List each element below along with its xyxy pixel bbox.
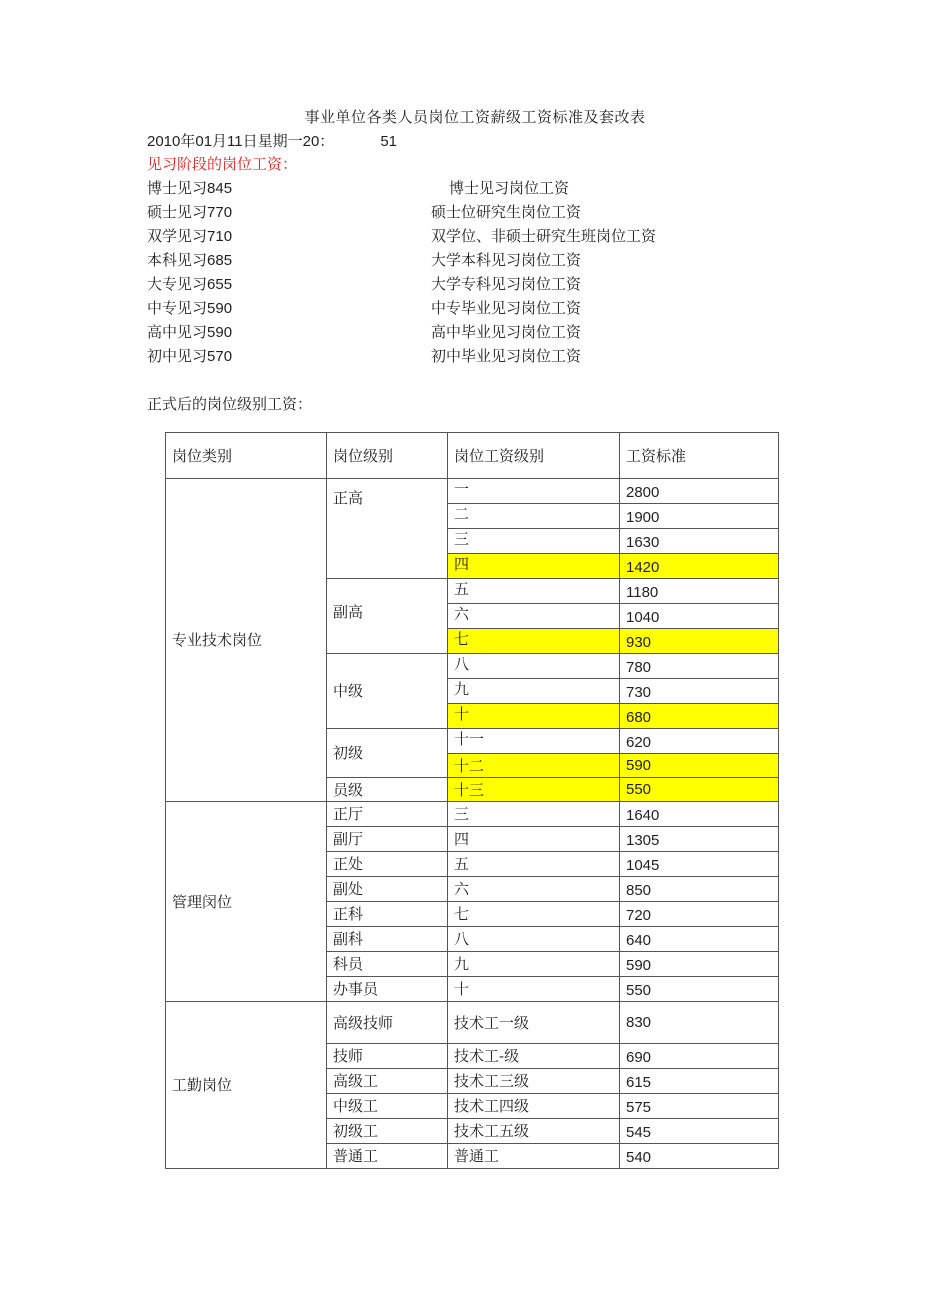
grade-cell: 三 (448, 529, 620, 554)
intern-label (147, 249, 232, 270)
intern-title: 博士见习 (147, 179, 208, 197)
intern-row (147, 201, 847, 225)
level-cell: 员级 (327, 778, 448, 802)
level-cell: 正科 (327, 902, 448, 927)
grade-cell: 技术工-级 (448, 1044, 620, 1069)
intern-amount: 590 (207, 300, 233, 317)
level-cell: 办事员 (327, 977, 448, 1002)
grade-cell: 八 (448, 654, 620, 679)
intern-title: 初中见习 (147, 347, 208, 365)
intern-row (147, 225, 847, 249)
intern-title: 双学见习 (147, 227, 208, 245)
pay-cell: 720 (620, 902, 779, 927)
table-header-row (166, 433, 779, 479)
intern-label (147, 297, 232, 318)
grade-cell: 五 (448, 852, 620, 877)
grade-cell: 九 (448, 952, 620, 977)
header-cell: 工资标准 (620, 433, 779, 479)
intern-label (147, 273, 232, 294)
pay-cell: 575 (620, 1094, 779, 1119)
pay-cell: 830 (620, 1002, 779, 1044)
grade-cell: 十 (448, 704, 620, 729)
intern-amount: 710 (207, 228, 233, 245)
pay-cell: 1900 (620, 504, 779, 529)
grade-cell: 十二 (448, 754, 620, 778)
intern-title: 本科见习 (147, 251, 208, 269)
grade-cell: 五 (448, 579, 620, 604)
pay-cell: 1420 (620, 554, 779, 579)
intern-label (147, 345, 232, 366)
pay-cell: 680 (620, 704, 779, 729)
intern-row (147, 177, 847, 201)
grade-cell: 十三 (448, 778, 620, 802)
grade-cell: 七 (448, 902, 620, 927)
pay-cell: 690 (620, 1044, 779, 1069)
intern-label (147, 201, 232, 222)
grade-cell: 十 (448, 977, 620, 1002)
grade-cell: 十一 (448, 729, 620, 754)
pay-cell: 590 (620, 754, 779, 778)
level-cell: 正高 (327, 479, 448, 579)
document-title: 事业单位各类人员岗位工资薪级工资标准及套改表 (304, 108, 646, 126)
intern-amount: 685 (207, 252, 233, 269)
intern-amount: 845 (207, 180, 233, 197)
intern-row (147, 273, 847, 297)
category-cell: 工勤岗位 (166, 1002, 327, 1169)
intern-heading: 见习阶段的岗位工资： (147, 155, 298, 173)
level-cell: 高级工 (327, 1069, 448, 1094)
intern-title: 高中见习 (147, 323, 208, 341)
date-line (147, 130, 397, 151)
level-cell: 科员 (327, 952, 448, 977)
date-seconds: 51 (380, 133, 397, 150)
intern-description: 大学专科见习岗位工资 (431, 275, 582, 293)
intern-label (147, 321, 232, 342)
intern-row (147, 321, 847, 345)
header-cell: 岗位工资级别 (448, 433, 620, 479)
intern-description: 中专毕业见习岗位工资 (431, 299, 582, 317)
header-cell: 岗位级别 (327, 433, 448, 479)
intern-title: 大专见习 (147, 275, 208, 293)
intern-amount: 570 (207, 348, 233, 365)
pay-cell: 540 (620, 1144, 779, 1169)
level-cell: 正厅 (327, 802, 448, 827)
header-cell: 岗位类别 (166, 433, 327, 479)
pay-cell: 780 (620, 654, 779, 679)
pay-cell: 730 (620, 679, 779, 704)
pay-cell: 1180 (620, 579, 779, 604)
intern-description: 硕士位研究生岗位工资 (431, 203, 582, 221)
pay-cell: 1305 (620, 827, 779, 852)
grade-cell: 技术工三级 (448, 1069, 620, 1094)
pay-cell: 1640 (620, 802, 779, 827)
category-cell: 专业技术岗位 (166, 479, 327, 802)
date-text: 2010年01月11日星期一20： (147, 133, 335, 150)
pay-cell: 545 (620, 1119, 779, 1144)
grade-cell: 普通工 (448, 1144, 620, 1169)
grade-cell: 四 (448, 554, 620, 579)
salary-table (165, 432, 779, 1169)
intern-description: 高中毕业见习岗位工资 (431, 323, 582, 341)
level-cell: 副厅 (327, 827, 448, 852)
level-cell: 中级 (327, 654, 448, 729)
pay-cell: 1045 (620, 852, 779, 877)
formal-heading: 正式后的岗位级别工资： (147, 395, 313, 413)
grade-cell: 六 (448, 877, 620, 902)
intern-row (147, 297, 847, 321)
intern-description: 大学本科见习岗位工资 (431, 251, 582, 269)
grade-cell: 技术工一级 (448, 1002, 620, 1044)
level-cell: 正处 (327, 852, 448, 877)
intern-amount: 590 (207, 324, 233, 341)
table-row (166, 802, 779, 827)
intern-amount: 770 (207, 204, 233, 221)
grade-cell: 二 (448, 504, 620, 529)
level-cell: 副处 (327, 877, 448, 902)
table-row (166, 479, 779, 504)
level-cell: 普通工 (327, 1144, 448, 1169)
pay-cell: 850 (620, 877, 779, 902)
level-cell: 技师 (327, 1044, 448, 1069)
intern-row (147, 249, 847, 273)
grade-cell: 六 (448, 604, 620, 629)
level-cell: 高级技师 (327, 1002, 448, 1044)
pay-cell: 1040 (620, 604, 779, 629)
level-cell: 初级 (327, 729, 448, 778)
grade-cell: 一 (448, 479, 620, 504)
grade-cell: 八 (448, 927, 620, 952)
table-row (166, 1002, 779, 1044)
pay-cell: 550 (620, 977, 779, 1002)
grade-cell: 三 (448, 802, 620, 827)
level-cell: 初级工 (327, 1119, 448, 1144)
intern-description: 初中毕业见习岗位工资 (431, 347, 582, 365)
pay-cell: 930 (620, 629, 779, 654)
pay-cell: 2800 (620, 479, 779, 504)
level-label: 副高 (333, 603, 364, 621)
intern-label (147, 225, 232, 246)
grade-cell: 七 (448, 629, 620, 654)
level-cell: 中级工 (327, 1094, 448, 1119)
grade-cell: 技术工四级 (448, 1094, 620, 1119)
pay-cell: 1630 (620, 529, 779, 554)
grade-cell: 技术工五级 (448, 1119, 620, 1144)
intern-description: 博士见习岗位工资 (449, 179, 570, 197)
pay-cell: 640 (620, 927, 779, 952)
intern-title: 硕士见习 (147, 203, 208, 221)
level-cell: 副科 (327, 927, 448, 952)
intern-row (147, 345, 847, 369)
grade-cell: 九 (448, 679, 620, 704)
pay-cell: 620 (620, 729, 779, 754)
intern-title: 中专见习 (147, 299, 208, 317)
grade-cell: 四 (448, 827, 620, 852)
category-cell: 管理闵位 (166, 802, 327, 1002)
intern-amount: 655 (207, 276, 233, 293)
pay-cell: 615 (620, 1069, 779, 1094)
pay-cell: 550 (620, 778, 779, 802)
level-cell (327, 579, 448, 654)
intern-label (147, 177, 232, 198)
intern-description: 双学位、非硕士研究生班岗位工资 (431, 227, 657, 245)
pay-cell: 590 (620, 952, 779, 977)
